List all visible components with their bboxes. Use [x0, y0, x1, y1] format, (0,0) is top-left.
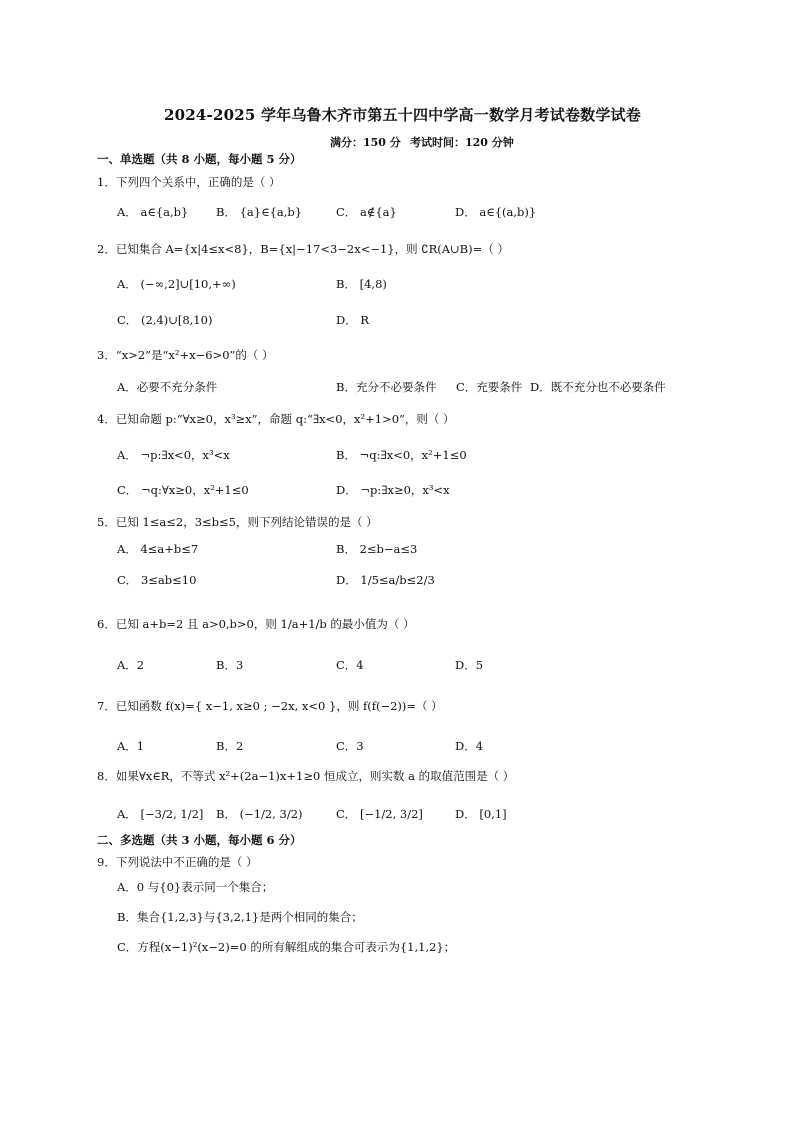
score-info: 满分：150 分 — [330, 136, 401, 149]
q7-option-d: D．4 — [455, 739, 484, 753]
q4-option-b: B． ¬q:∃x<0，x²+1≤0 — [336, 448, 467, 462]
q2-option-d: D． R — [336, 313, 370, 327]
question-3-stem: 3．“x>2”是“x²+x−6>0”的（ ） — [97, 348, 274, 362]
question-6-stem: 6．已知 a+b=2 且 a>0,b>0，则 1/a+1/b 的最小值为（ ） — [97, 617, 415, 631]
section-multiple-choice: 二、多选题（共 3 小题，每小题 6 分） — [97, 833, 302, 847]
q2-option-c: C． (2,4)∪[8,10) — [117, 313, 213, 327]
q1-option-c: C． a∉{a} — [336, 205, 397, 219]
q8-option-d: D． [0,1] — [455, 807, 507, 821]
question-1-stem: 1．下列四个关系中，正确的是（ ） — [97, 175, 281, 189]
q7-option-c: C．3 — [336, 739, 364, 753]
q9-option-c: C．方程(x−1)²(x−2)=0 的所有解组成的集合可表示为{1,1,2}； — [117, 940, 456, 954]
q7-option-a: A．1 — [117, 739, 145, 753]
section-single-choice: 一、单选题（共 8 小题，每小题 5 分） — [97, 152, 302, 166]
q3-option-c: C．充要条件 — [456, 380, 523, 394]
q3-option-b: B．充分不必要条件 — [336, 380, 437, 394]
q1-option-a: A． a∈{a,b} — [117, 205, 189, 219]
q7-option-b: B．2 — [216, 739, 244, 753]
q5-option-d: D． 1/5≤a/b≤2/3 — [336, 573, 435, 587]
question-5-stem: 5．已知 1≤a≤2，3≤b≤5，则下列结论错误的是（ ） — [97, 515, 378, 529]
q6-option-b: B．3 — [216, 658, 244, 672]
q4-option-d: D． ¬p:∃x≥0，x³<x — [336, 483, 450, 497]
q5-option-a: A． 4≤a+b≤7 — [117, 542, 199, 556]
q8-option-c: C． [−1/2, 3/2] — [336, 807, 423, 821]
question-9-stem: 9．下列说法中不正确的是（ ） — [97, 855, 258, 869]
q9-option-b: B．集合{1,2,3}与{3,2,1}是两个相同的集合； — [117, 910, 363, 924]
q3-option-a: A．必要不充分条件 — [117, 380, 218, 394]
question-4-stem: 4．已知命题 p:“∀x≥0，x³≥x”，命题 q:“∃x<0，x²+1>0”，则（ ） — [97, 412, 455, 426]
q9-option-a: A．0 与{0}表示同一个集合； — [117, 880, 274, 894]
q2-option-b: B． [4,8) — [336, 277, 387, 291]
q3-option-d: D．既不充分也不必要条件 — [530, 380, 666, 394]
question-8-stem: 8．如果∀x∈R，不等式 x²+(2a−1)x+1≥0 恒成立，则实数 a 的取值范围是（ ） — [97, 769, 515, 783]
q6-option-d: D．5 — [455, 658, 484, 672]
q4-option-a: A． ¬p:∃x<0，x³<x — [117, 448, 230, 462]
q1-option-b: B． {a}∈{a,b} — [216, 205, 303, 219]
q5-option-b: B． 2≤b−a≤3 — [336, 542, 418, 556]
q6-option-c: C．4 — [336, 658, 364, 672]
time-info: 考试时间：120 分钟 — [410, 136, 514, 149]
q8-option-b: B． (−1/2, 3/2) — [216, 807, 303, 821]
q6-option-a: A．2 — [117, 658, 145, 672]
question-7-stem: 7．已知函数 f(x)={ x−1, x≥0 ; −2x, x<0 }，则 f(f(−2))=（ ） — [97, 699, 443, 713]
q1-option-d: D． a∈{(a,b)} — [455, 205, 537, 219]
question-2-stem: 2．已知集合 A={x|4≤x<8}，B={x|−17<3−2x<−1}，则 ∁R(A∪B)=（ ） — [97, 242, 509, 256]
q8-option-a: A． [−3/2, 1/2] — [117, 807, 204, 821]
q2-option-a: A． (−∞,2]∪[10,+∞) — [117, 277, 236, 291]
page-title: 2024-2025 学年乌鲁木齐市第五十四中学高一数学月考试卷数学试卷 — [164, 106, 641, 124]
q4-option-c: C． ¬q:∀x≥0，x²+1≤0 — [117, 483, 249, 497]
q5-option-c: C． 3≤ab≤10 — [117, 573, 197, 587]
